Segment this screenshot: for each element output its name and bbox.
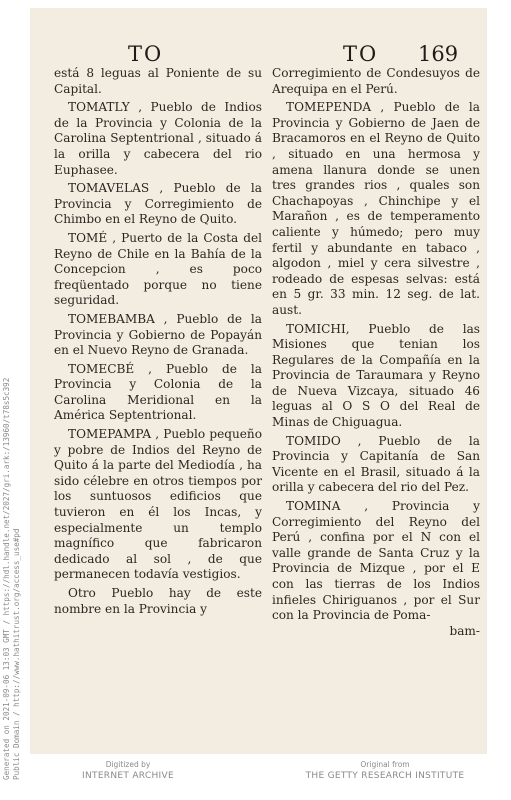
original-from-credit [300,760,470,782]
entry-paragraph: TOMEPAMPA , Pueblo pequeño y pobre de Indios del Reyno de Quito á la parte del Mediodía , ha sido célebre en otros tiempos por los suntuosos edificios que tuvieron en él los Incas, y especialmente un templo magnífico que fabricaron dedicado al sol , de que permanecen todavía vestigios. [54,427,262,582]
digitized-by-credit [68,760,188,782]
entry-paragraph: TOMEBAMBA , Pueblo de la Provincia y Gobierno de Popayán en el Nuevo Reyno de Granada. [54,311,262,358]
entry-paragraph: TOMINA , Provincia y Corregimiento del Reyno del Perú , confina por el N con el valle grande de Santa Cruz y la Provincia de Mizque , por el E con las tierras de los Indios infieles Chiriguanos , por el Sur con la Provincia de Poma- [272,499,480,623]
original-from-label: Original from [360,760,410,769]
running-head-left: TO [128,42,164,66]
entry-paragraph: TOMIDO , Pueblo de la Provincia y Capitanía de San Vicente en el Brasil, situado á la orilla y cabecera del rio del Pez. [272,433,480,495]
entry-paragraph: TOMAVELAS , Pueblo de la Provincia y Corregimiento de Chimbo en el Reyno de Quito. [54,181,262,227]
entry-paragraph: TOMECBÉ , Pueblo de la Provincia y Colonia de la Carolina Meridional en la América Septentrional. [54,361,262,423]
generated-line: Generated on 2021-09-06 13:03 GMT / https://hdl.handle.net/2027/gri.ark:/13960/t78s5c392 [2,377,11,780]
entry-paragraph: está 8 leguas al Poniente de su Capital. [54,66,262,96]
page-number: 169 [418,42,459,66]
digitized-by-label: Digitized by [105,760,151,769]
right-column [272,66,480,642]
internet-archive-label: INTERNET ARCHIVE [82,771,174,781]
entry-paragraph: TOMICHI, Pueblo de las Misiones que tenian los Regulares de la Compañía en la Provincia de Taraumara y Reyno de Nueva Vizcaya, situado 46 leguas al O S O del Real de Minas de Chiguagua. [272,321,480,430]
running-head-right: TO [343,42,379,66]
entry-paragraph: Corregimiento de Condesuyos de Arequipa en el Perú. [272,66,480,96]
left-column [54,66,262,620]
entry-paragraph: TOMÉ , Puerto de la Costa del Reyno de Chile en la Bahía de la Concepcion , es poco freqüentado porque no tiene seguridad. [54,230,262,308]
getty-label: THE GETTY RESEARCH INSTITUTE [305,771,465,781]
entry-paragraph: Otro Pueblo hay de este nombre en la Provincia y [54,586,262,616]
entry-paragraph: TOMEPENDA , Pueblo de la Provincia y Gobierno de Jaen de Bracamoros en el Reyno de Quito , situado en una hermosa y amena llanura donde se unen tres grandes rios , quales son Chachapoyas , Chinchipe y el Marañon , es de temperamento caliente y húmedo; pero muy fertil y abundante en tabaco , algodon , miel y cera silvestre , rodeado de espesas selvas: está en 5 gr. 33 min. 12 seg. de lat. aust. [272,100,480,317]
entry-paragraph: TOMATLY , Pueblo de Indios de la Provincia y Colonia de la Carolina Septentrional , situado á la orilla y cabecera del rio Euphasee. [54,100,262,177]
public-domain-line: Public Domain / http://www.hathitrust.org/access_use#pd [12,528,21,780]
hathitrust-margin-note [2,378,22,780]
entry-paragraph: bam- [449,623,480,638]
